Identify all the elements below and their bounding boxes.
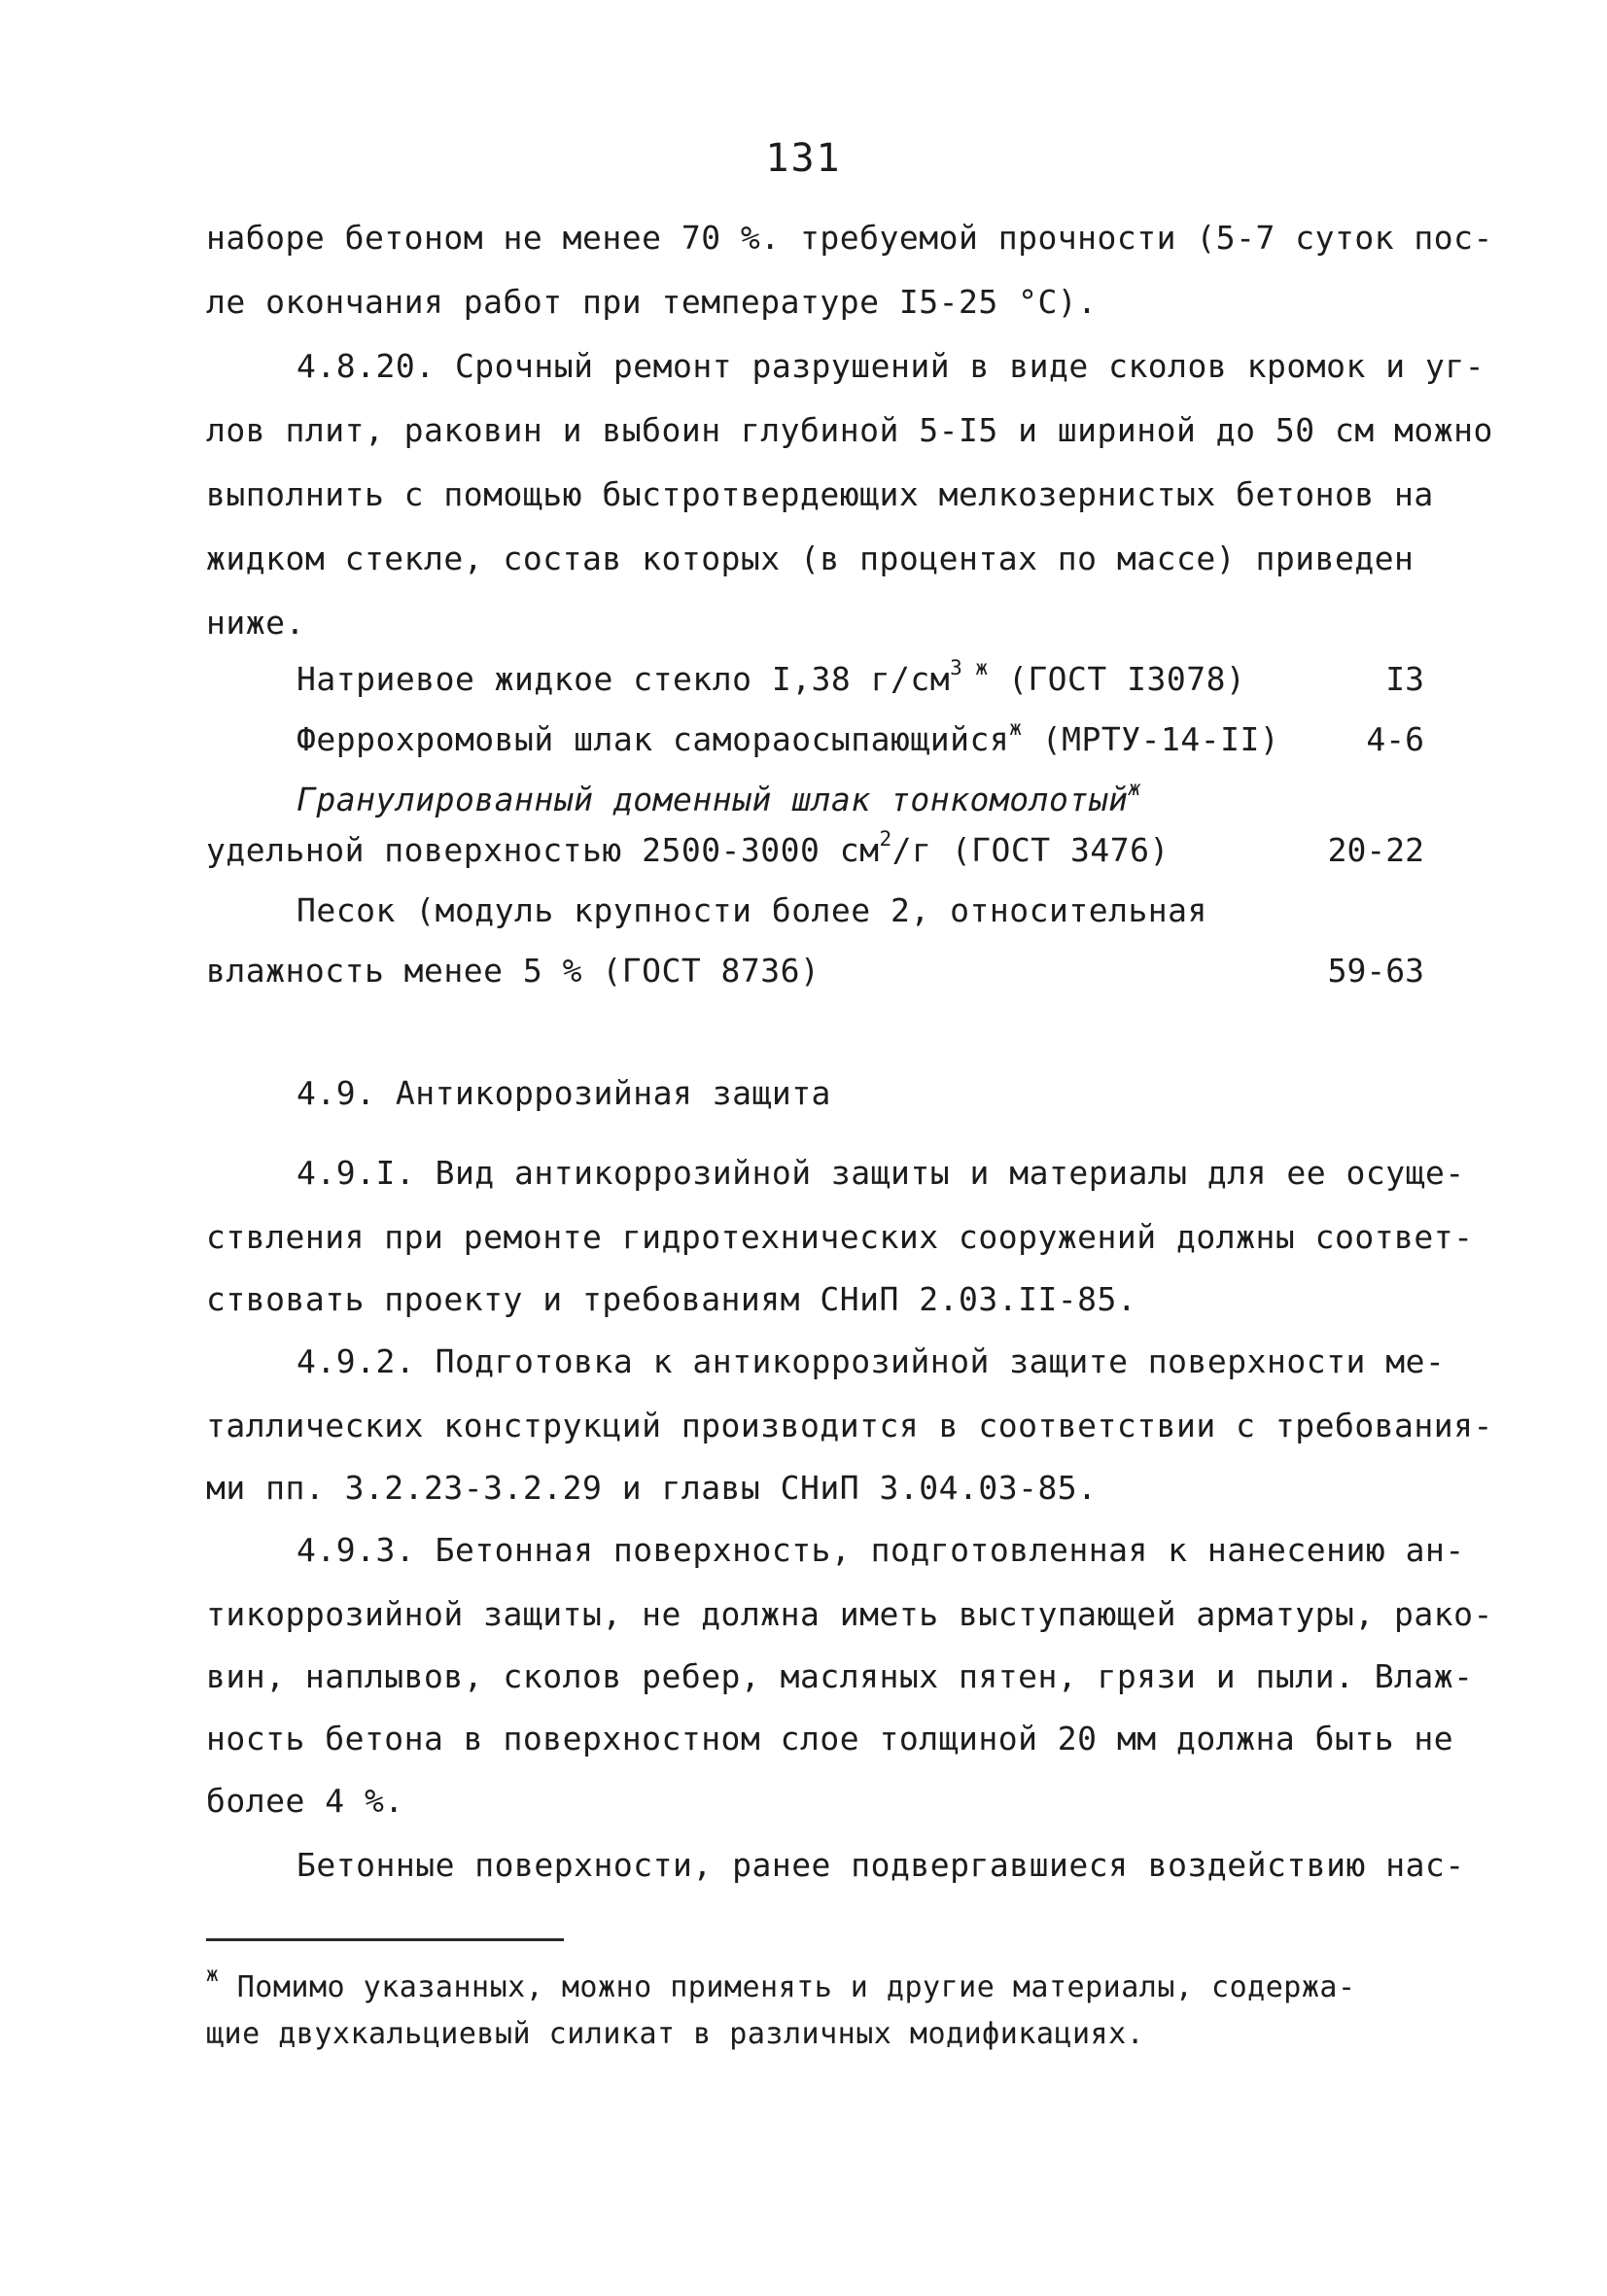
text-line: наборе бетоном не менее 70 %. требуемой прочности (5-7 суток пос- (206, 219, 1493, 257)
text-line: ле окончания работ при температуре I5-25 °С). (206, 283, 1098, 321)
footnote-marker: ж (206, 1963, 220, 1986)
text-line: вин, наплывов, сколов ребер, масляных пятен, грязи и пыли. Влаж- (206, 1657, 1474, 1695)
text-line: ность бетона в поверхностном слое толщиной 20 мм должна быть не (206, 1720, 1454, 1757)
text-line: жидком стекле, состав которых (в процентах по массе) приведен (206, 539, 1415, 577)
text-line: лов плит, раковин и выбоин глубиной 5-I5 и шириной до 50 см можно (206, 411, 1493, 449)
footnote-rule (206, 1938, 564, 1941)
paragraph-4-9-3-line: 4.9.3. Бетонная поверхность, подготовленная к нанесению ан- (297, 1531, 1465, 1569)
composition-item-1: Натриевое жидкое стекло I,38 $г/см^{3 ж}$ (ГОСТ I3078) (297, 656, 1246, 698)
text-line: ствления при ремонте гидротехнических сооружений должны соответ- (206, 1218, 1474, 1256)
text-line: ствовать проекту и требованиям СНиП 2.03.II-85. (206, 1280, 1137, 1318)
footnote-line-2: щие двухкальциевый силикат в различных модификациях. (206, 2017, 1145, 2051)
composition-value-4: 59-63 (1327, 952, 1424, 990)
paragraph-4-9-2-line: 4.9.2. Подготовка к антикоррозийной защите поверхности ме- (297, 1342, 1446, 1380)
paragraph-4-8-20-line: 4.8.20. Срочный ремонт разрушений в виде сколов кромок и уг- (297, 347, 1485, 385)
composition-item-3-line1: Гранулированный доменный шлак тонкомолотый$^ж$ (297, 777, 1141, 818)
text-line: более 4 %. (206, 1782, 404, 1820)
paragraph-concrete-surfaces-line: Бетонные поверхности, ранее подвергавшиеся воздействию нас- (297, 1846, 1465, 1884)
text-line: ми пп. 3.2.23-3.2.29 и главы СНиП 3.04.03-85. (206, 1469, 1098, 1507)
composition-value-1: I3 (1385, 660, 1424, 698)
text-line: тикоррозийной защиты, не должна иметь выступающей арматуры, рако- (206, 1595, 1493, 1633)
composition-value-3: 20-22 (1327, 831, 1424, 869)
composition-item-3-line2: удельной поверхностью 2500-3000 $см^2/г$ (ГОСТ 3476) (206, 827, 1170, 869)
footnote-line-1: $^ж$ Помимо указанных, можно применять и другие материалы, содержа- (206, 1963, 1356, 2004)
section-heading: 4.9. Антикоррозийная защита (297, 1074, 831, 1112)
page-number: 131 (765, 136, 842, 181)
composition-item-4-line2: влажность менее 5 % (ГОСТ 8736) (206, 952, 821, 990)
composition-value-2: 4-6 (1366, 720, 1424, 758)
text-line: ниже. (206, 604, 305, 642)
composition-item-4-line1: Песок (модуль крупности более 2, относительная (297, 891, 1207, 929)
paragraph-4-9-1-line: 4.9.I. Вид антикоррозийной защиты и материалы для ее осуще- (297, 1154, 1465, 1192)
composition-item-2: Феррохромовый шлак самораосыпающийся$^ж$ (МРТУ-14-II) (297, 716, 1280, 758)
text-line: выполнить с помощью быстротвердеющих мелкозернистых бетонов на (206, 475, 1434, 513)
text-line: таллических конструкций производится в соответствии с требования- (206, 1407, 1493, 1444)
